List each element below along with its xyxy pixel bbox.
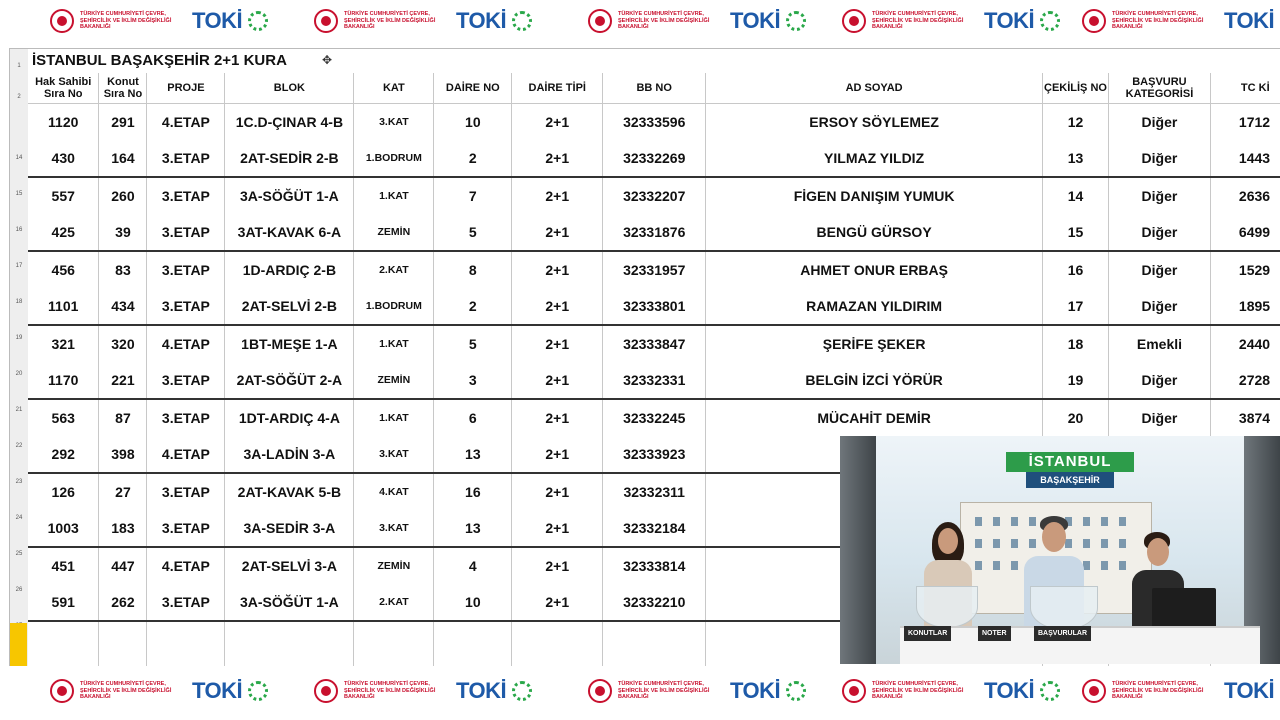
city-badge	[1006, 452, 1134, 496]
table-row[interactable]	[28, 214, 1280, 251]
cell-daire-tipi[interactable]: 2+1	[512, 436, 603, 473]
cell-bb-no[interactable]: 32333923	[603, 436, 706, 473]
cell-ad-soyad[interactable]: BENGÜ GÜRSOY	[706, 214, 1043, 251]
ministry-seal-icon	[314, 679, 338, 703]
cell-proje[interactable]: 3.ETAP	[147, 399, 225, 436]
table-row[interactable]	[28, 362, 1280, 399]
cell-daire-no[interactable]: 2	[434, 288, 512, 325]
empty-cell[interactable]	[147, 621, 225, 666]
toki-logo: TOKİ	[192, 678, 243, 703]
cell-bb-no[interactable]: 32332331	[603, 362, 706, 399]
toki-mark-icon	[248, 11, 268, 31]
col-header-ad-soyad[interactable]: AD SOYAD	[706, 73, 1043, 104]
cell-tc[interactable]: 2636	[1210, 177, 1280, 214]
row-number: 19	[15, 335, 23, 341]
cell-blok[interactable]: 3A-SÖĞÜT 1-A	[225, 177, 354, 214]
cell-hak-sahibi[interactable]: 1003	[28, 510, 99, 547]
table-row[interactable]	[28, 177, 1280, 214]
cell-tc[interactable]: 1529	[1210, 251, 1280, 288]
cell-kat[interactable]: ZEMİN	[354, 214, 434, 251]
lottery-bowl	[1030, 586, 1098, 630]
cell-basvuru[interactable]: Diğer	[1108, 362, 1210, 399]
toki-mark-icon	[512, 681, 532, 701]
cell-proje[interactable]: 3.ETAP	[147, 177, 225, 214]
cell-hak-sahibi[interactable]: 126	[28, 473, 99, 510]
cell-kat[interactable]: 1.KAT	[354, 399, 434, 436]
row-number: 21	[15, 407, 23, 413]
toki-mark-icon	[1040, 11, 1060, 31]
cell-proje[interactable]: 3.ETAP	[147, 214, 225, 251]
cell-hak-sahibi[interactable]: 430	[28, 140, 99, 177]
cell-daire-no[interactable]: 13	[434, 510, 512, 547]
cell-daire-tipi[interactable]: 2+1	[512, 473, 603, 510]
cell-ad-soyad[interactable]: FİGEN DANIŞIM YUMUK	[706, 177, 1043, 214]
cell-cekilis-no[interactable]: 17	[1043, 288, 1109, 325]
cell-proje[interactable]: 3.ETAP	[147, 288, 225, 325]
ministry-seal-icon	[588, 9, 612, 33]
cell-hak-sahibi[interactable]: 557	[28, 177, 99, 214]
cell-cekilis-no[interactable]: 14	[1043, 177, 1109, 214]
ministry-seal-icon	[588, 679, 612, 703]
col-header-daire-tipi[interactable]: DAİRE TİPİ	[512, 73, 603, 104]
toki-logo: TOKİ	[456, 678, 507, 703]
cell-konut[interactable]: 83	[99, 251, 147, 288]
cell-daire-no[interactable]: 2	[434, 140, 512, 177]
ministry-text: TÜRKİYE CUMHURİYETİ ÇEVRE, ŞEHİRCİLİK VE İKLİM DEĞİŞİKLİĞİ BAKANLIĞI	[80, 681, 172, 701]
ministry-seal-icon	[1082, 9, 1106, 33]
row-number-gutter	[10, 49, 29, 666]
cell-tc[interactable]: 1895	[1210, 288, 1280, 325]
toki-mark-icon	[786, 11, 806, 31]
cell-bb-no[interactable]: 32331957	[603, 251, 706, 288]
col-header-basvuru[interactable]: BAŞVURU KATEGORİSİ	[1108, 73, 1210, 104]
cell-bb-no[interactable]: 32332184	[603, 510, 706, 547]
row-number: 15	[15, 191, 23, 197]
cell-cekilis-no[interactable]: 13	[1043, 140, 1109, 177]
col-header-bb-no[interactable]: BB NO	[603, 73, 706, 104]
logo-group	[1082, 8, 1274, 34]
table-row[interactable]	[28, 140, 1280, 177]
logo-group	[588, 678, 806, 704]
cell-blok[interactable]: 2AT-SELVİ 3-A	[225, 547, 354, 584]
cell-proje[interactable]: 4.ETAP	[147, 325, 225, 362]
cell-bb-no[interactable]: 32331876	[603, 214, 706, 251]
cell-bb-no[interactable]: 32333596	[603, 104, 706, 141]
cell-bb-no[interactable]: 32332210	[603, 584, 706, 621]
empty-cell[interactable]	[434, 621, 512, 666]
ministry-text: TÜRKİYE CUMHURİYETİ ÇEVRE, ŞEHİRCİLİK VE İKLİM DEĞİŞİKLİĞİ BAKANLIĞI	[344, 681, 436, 701]
cell-blok[interactable]: 3A-SÖĞÜT 1-A	[225, 584, 354, 621]
logo-group	[314, 8, 532, 34]
row-number: 1	[17, 63, 21, 69]
cell-daire-no[interactable]: 5	[434, 325, 512, 362]
cell-kat[interactable]: 3.KAT	[354, 510, 434, 547]
cell-blok[interactable]: 2AT-SEDİR 2-B	[225, 140, 354, 177]
live-video-overlay[interactable]	[840, 436, 1280, 664]
cell-blok[interactable]: 3AT-KAVAK 6-A	[225, 214, 354, 251]
cell-proje[interactable]: 3.ETAP	[147, 473, 225, 510]
logo-group	[588, 8, 806, 34]
ministry-text: TÜRKİYE CUMHURİYETİ ÇEVRE, ŞEHİRCİLİK VE İKLİM DEĞİŞİKLİĞİ BAKANLIĞI	[618, 11, 710, 31]
cell-daire-tipi[interactable]: 2+1	[512, 510, 603, 547]
cell-blok[interactable]: 1C.D-ÇINAR 4-B	[225, 104, 354, 141]
cell-basvuru[interactable]: Diğer	[1108, 251, 1210, 288]
toki-logo: TOKİ	[1224, 8, 1275, 33]
cell-hak-sahibi[interactable]: 1170	[28, 362, 99, 399]
cell-kat[interactable]: 1.BODRUM	[354, 140, 434, 177]
toki-logo: TOKİ	[984, 8, 1035, 33]
cell-hak-sahibi[interactable]: 591	[28, 584, 99, 621]
cell-daire-tipi[interactable]: 2+1	[512, 177, 603, 214]
cell-daire-tipi[interactable]: 2+1	[512, 104, 603, 141]
ministry-text: TÜRKİYE CUMHURİYETİ ÇEVRE, ŞEHİRCİLİK VE İKLİM DEĞİŞİKLİĞİ BAKANLIĞI	[344, 11, 436, 31]
cell-kat[interactable]: 3.KAT	[354, 436, 434, 473]
cell-kat[interactable]: 3.KAT	[354, 104, 434, 141]
toki-mark-icon	[786, 681, 806, 701]
cell-ad-soyad[interactable]: MÜCAHİT DEMİR	[706, 399, 1043, 436]
cell-kat[interactable]: ZEMİN	[354, 362, 434, 399]
desk-sign: KONUTLAR	[904, 626, 951, 641]
cell-kat[interactable]: 1.KAT	[354, 325, 434, 362]
cell-proje[interactable]: 4.ETAP	[147, 104, 225, 141]
ministry-seal-icon	[842, 679, 866, 703]
col-header-daire-no[interactable]: DAİRE NO	[434, 73, 512, 104]
ministry-seal-icon	[842, 9, 866, 33]
move-cursor-icon: ✥	[322, 53, 333, 67]
empty-cell[interactable]	[603, 621, 706, 666]
ministry-text: TÜRKİYE CUMHURİYETİ ÇEVRE, ŞEHİRCİLİK VE İKLİM DEĞİŞİKLİĞİ BAKANLIĞI	[1112, 11, 1204, 31]
row-number: 26	[15, 587, 23, 593]
cell-tc[interactable]: 2728	[1210, 362, 1280, 399]
cell-basvuru[interactable]: Diğer	[1108, 177, 1210, 214]
row-number: 14	[15, 155, 23, 161]
cell-konut[interactable]: 39	[99, 214, 147, 251]
cell-proje[interactable]: 4.ETAP	[147, 436, 225, 473]
table-row[interactable]	[28, 288, 1280, 325]
cell-hak-sahibi[interactable]: 1120	[28, 104, 99, 141]
empty-cell[interactable]	[28, 621, 99, 666]
col-header-proje[interactable]: PROJE	[147, 73, 225, 104]
toki-logo: TOKİ	[1224, 678, 1275, 703]
badge-city: İSTANBUL	[1006, 452, 1134, 472]
row-number: 23	[15, 479, 23, 485]
cell-daire-no[interactable]: 3	[434, 362, 512, 399]
cell-basvuru[interactable]: Diğer	[1108, 104, 1210, 141]
cell-tc[interactable]: 2440	[1210, 325, 1280, 362]
cell-cekilis-no[interactable]: 12	[1043, 104, 1109, 141]
badge-district: BAŞAKŞEHİR	[1026, 472, 1114, 488]
toki-logo: TOKİ	[456, 8, 507, 33]
cell-daire-tipi[interactable]: 2+1	[512, 140, 603, 177]
cell-ad-soyad[interactable]: BELGİN İZCİ YÖRÜR	[706, 362, 1043, 399]
toki-logo: TOKİ	[192, 8, 243, 33]
cell-daire-no[interactable]: 7	[434, 177, 512, 214]
cell-cekilis-no[interactable]: 20	[1043, 399, 1109, 436]
row-number: 18	[15, 299, 23, 305]
toki-mark-icon	[1040, 681, 1060, 701]
cell-bb-no[interactable]: 32332311	[603, 473, 706, 510]
lottery-bowl	[916, 586, 978, 628]
col-header-tc[interactable]: TC Kİ	[1210, 73, 1280, 104]
cell-kat[interactable]: 4.KAT	[354, 473, 434, 510]
cell-daire-tipi[interactable]: 2+1	[512, 399, 603, 436]
top-logo-band	[0, 0, 1280, 46]
cell-basvuru[interactable]: Emekli	[1108, 325, 1210, 362]
ministry-seal-icon	[314, 9, 338, 33]
cell-konut[interactable]: 87	[99, 399, 147, 436]
cell-konut[interactable]: 260	[99, 177, 147, 214]
col-header-blok[interactable]: BLOK	[225, 73, 354, 104]
cell-konut[interactable]: 434	[99, 288, 147, 325]
cell-cekilis-no[interactable]: 16	[1043, 251, 1109, 288]
empty-cell[interactable]	[512, 621, 603, 666]
ministry-text: TÜRKİYE CUMHURİYETİ ÇEVRE, ŞEHİRCİLİK VE İKLİM DEĞİŞİKLİĞİ BAKANLIĞI	[872, 681, 964, 701]
cell-ad-soyad[interactable]: ŞERİFE ŞEKER	[706, 325, 1043, 362]
logo-group	[1082, 678, 1274, 704]
cell-bb-no[interactable]: 32332245	[603, 399, 706, 436]
cell-hak-sahibi[interactable]: 456	[28, 251, 99, 288]
cell-daire-no[interactable]: 10	[434, 104, 512, 141]
cell-bb-no[interactable]: 32333847	[603, 325, 706, 362]
cell-konut[interactable]: 27	[99, 473, 147, 510]
cell-bb-no[interactable]: 32332269	[603, 140, 706, 177]
cell-daire-tipi[interactable]: 2+1	[512, 251, 603, 288]
cell-daire-no[interactable]: 4	[434, 547, 512, 584]
cell-tc[interactable]: 3874	[1210, 399, 1280, 436]
row-number: 17	[15, 263, 23, 269]
ministry-seal-icon	[50, 679, 74, 703]
cell-konut[interactable]: 320	[99, 325, 147, 362]
cell-blok[interactable]: 1D-ARDIÇ 2-B	[225, 251, 354, 288]
table-row[interactable]	[28, 104, 1280, 141]
ministry-seal-icon	[50, 9, 74, 33]
cell-blok[interactable]: 2AT-SÖĞÜT 2-A	[225, 362, 354, 399]
ministry-text: TÜRKİYE CUMHURİYETİ ÇEVRE, ŞEHİRCİLİK VE İKLİM DEĞİŞİKLİĞİ BAKANLIĞI	[872, 11, 964, 31]
title-row	[28, 49, 1280, 74]
cell-blok[interactable]: 1BT-MEŞE 1-A	[225, 325, 354, 362]
cell-tc[interactable]: 1712	[1210, 104, 1280, 141]
cell-hak-sahibi[interactable]: 563	[28, 399, 99, 436]
cell-hak-sahibi[interactable]: 321	[28, 325, 99, 362]
col-header-konut[interactable]: Konut Sıra No	[99, 73, 147, 104]
cell-bb-no[interactable]: 32333801	[603, 288, 706, 325]
cell-daire-tipi[interactable]: 2+1	[512, 288, 603, 325]
cell-konut[interactable]: 164	[99, 140, 147, 177]
ministry-text: TÜRKİYE CUMHURİYETİ ÇEVRE, ŞEHİRCİLİK VE İKLİM DEĞİŞİKLİĞİ BAKANLIĞI	[1112, 681, 1204, 701]
cell-konut[interactable]: 291	[99, 104, 147, 141]
cell-proje[interactable]: 4.ETAP	[147, 547, 225, 584]
toki-mark-icon	[248, 681, 268, 701]
cell-cekilis-no[interactable]: 18	[1043, 325, 1109, 362]
cell-basvuru[interactable]: Diğer	[1108, 140, 1210, 177]
toki-logo: TOKİ	[984, 678, 1035, 703]
cell-tc[interactable]: 6499	[1210, 214, 1280, 251]
cell-cekilis-no[interactable]: 19	[1043, 362, 1109, 399]
cell-konut[interactable]: 221	[99, 362, 147, 399]
table-row[interactable]	[28, 399, 1280, 436]
cell-proje[interactable]: 3.ETAP	[147, 584, 225, 621]
cell-cekilis-no[interactable]: 15	[1043, 214, 1109, 251]
cell-hak-sahibi[interactable]: 1101	[28, 288, 99, 325]
cell-daire-tipi[interactable]: 2+1	[512, 362, 603, 399]
cell-bb-no[interactable]: 32332207	[603, 177, 706, 214]
cell-daire-no[interactable]: 16	[434, 473, 512, 510]
bottom-logo-band	[0, 668, 1280, 720]
cell-blok[interactable]: 1DT-ARDIÇ 4-A	[225, 399, 354, 436]
ministry-text: TÜRKİYE CUMHURİYETİ ÇEVRE, ŞEHİRCİLİK VE İKLİM DEĞİŞİKLİĞİ BAKANLIĞI	[618, 681, 710, 701]
cell-blok[interactable]: 3A-LADİN 3-A	[225, 436, 354, 473]
logo-group	[842, 678, 1060, 704]
logo-group	[50, 678, 268, 704]
col-header-cekilis-no[interactable]: ÇEKİLİŞ NO	[1043, 73, 1109, 104]
cell-blok[interactable]: 2AT-KAVAK 5-B	[225, 473, 354, 510]
cell-ad-soyad[interactable]: ERSOY SÖYLEMEZ	[706, 104, 1043, 141]
cell-hak-sahibi[interactable]: 451	[28, 547, 99, 584]
cell-proje[interactable]: 3.ETAP	[147, 510, 225, 547]
cell-daire-no[interactable]: 10	[434, 584, 512, 621]
selected-cell[interactable]	[9, 623, 27, 666]
empty-cell[interactable]	[225, 621, 354, 666]
cell-basvuru[interactable]: Diğer	[1108, 399, 1210, 436]
row-number: 16	[15, 227, 23, 233]
studio-pillar	[840, 436, 876, 664]
cell-proje[interactable]: 3.ETAP	[147, 362, 225, 399]
cell-kat[interactable]: 1.KAT	[354, 177, 434, 214]
cell-kat[interactable]: 1.BODRUM	[354, 288, 434, 325]
logo-group	[314, 678, 532, 704]
table-row[interactable]	[28, 251, 1280, 288]
laptop	[1152, 588, 1216, 628]
cell-konut[interactable]: 447	[99, 547, 147, 584]
header-row	[28, 73, 1280, 104]
cell-tc[interactable]: 1443	[1210, 140, 1280, 177]
cell-bb-no[interactable]: 32333814	[603, 547, 706, 584]
sheet-title: İSTANBUL BAŞAKŞEHİR 2+1 KURA	[32, 52, 287, 69]
cell-daire-no[interactable]: 5	[434, 214, 512, 251]
cell-daire-tipi[interactable]: 2+1	[512, 325, 603, 362]
row-number: 25	[15, 551, 23, 557]
toki-logo: TOKİ	[730, 678, 781, 703]
cell-kat[interactable]: 2.KAT	[354, 251, 434, 288]
desk-sign: NOTER	[978, 626, 1011, 641]
cell-blok[interactable]: 2AT-SELVİ 2-B	[225, 288, 354, 325]
ministry-seal-icon	[1082, 679, 1106, 703]
toki-mark-icon	[512, 11, 532, 31]
cell-daire-no[interactable]: 13	[434, 436, 512, 473]
col-header-hak-sahibi[interactable]: Hak Sahibi Sıra No	[28, 73, 99, 104]
cell-proje[interactable]: 3.ETAP	[147, 140, 225, 177]
cell-daire-no[interactable]: 6	[434, 399, 512, 436]
cell-basvuru[interactable]: Diğer	[1108, 214, 1210, 251]
table-row[interactable]	[28, 325, 1280, 362]
ministry-text: TÜRKİYE CUMHURİYETİ ÇEVRE, ŞEHİRCİLİK VE İKLİM DEĞİŞİKLİĞİ BAKANLIĞI	[80, 11, 172, 31]
cell-basvuru[interactable]: Diğer	[1108, 288, 1210, 325]
cell-daire-tipi[interactable]: 2+1	[512, 584, 603, 621]
row-number: 22	[15, 443, 23, 449]
logo-group	[50, 8, 268, 34]
row-number: 20	[15, 371, 23, 377]
cell-daire-tipi[interactable]: 2+1	[512, 547, 603, 584]
desk-sign: BAŞVURULAR	[1034, 626, 1091, 641]
cell-daire-tipi[interactable]: 2+1	[512, 214, 603, 251]
empty-cell[interactable]	[354, 621, 434, 666]
cell-blok[interactable]: 3A-SEDİR 3-A	[225, 510, 354, 547]
cell-daire-no[interactable]: 8	[434, 251, 512, 288]
cell-konut[interactable]: 398	[99, 436, 147, 473]
row-number: 2	[17, 94, 21, 100]
cell-konut[interactable]: 262	[99, 584, 147, 621]
cell-ad-soyad[interactable]: YILMAZ YILDIZ	[706, 140, 1043, 177]
logo-group	[842, 8, 1060, 34]
row-number: 24	[15, 515, 23, 521]
cell-kat[interactable]: ZEMİN	[354, 547, 434, 584]
cell-kat[interactable]: 2.KAT	[354, 584, 434, 621]
toki-logo: TOKİ	[730, 8, 781, 33]
cell-konut[interactable]: 183	[99, 510, 147, 547]
cell-ad-soyad[interactable]: AHMET ONUR ERBAŞ	[706, 251, 1043, 288]
cell-proje[interactable]: 3.ETAP	[147, 251, 225, 288]
col-header-kat[interactable]: KAT	[354, 73, 434, 104]
cell-hak-sahibi[interactable]: 425	[28, 214, 99, 251]
empty-cell[interactable]	[99, 621, 147, 666]
cell-hak-sahibi[interactable]: 292	[28, 436, 99, 473]
cell-ad-soyad[interactable]: RAMAZAN YILDIRIM	[706, 288, 1043, 325]
